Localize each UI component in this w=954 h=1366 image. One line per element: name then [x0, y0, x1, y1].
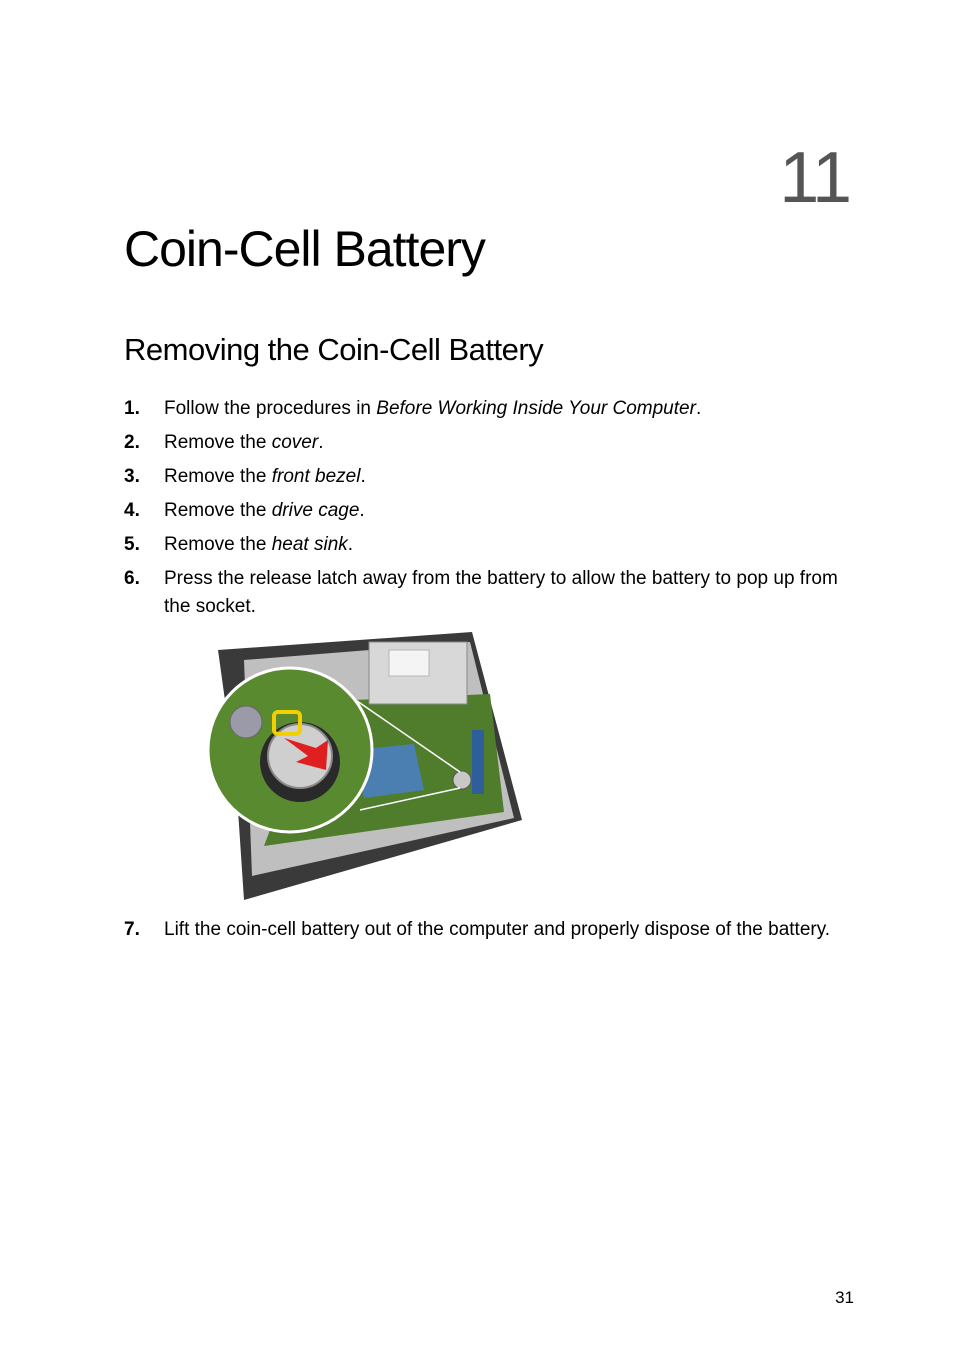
step-text-pre: Lift the coin-cell battery out of the computer and properly dispose of the battery.: [164, 919, 831, 940]
page-number: 31: [835, 1288, 854, 1307]
step-text-post: .: [695, 398, 702, 419]
step-item: [124, 429, 864, 457]
step-number: 4.: [124, 500, 140, 521]
step-text-pre: Remove the: [164, 534, 272, 555]
step-number: 7.: [124, 919, 140, 940]
step-text-post: .: [347, 534, 354, 555]
step-text-post: .: [360, 466, 366, 487]
memory-slot: [472, 730, 484, 794]
step-text: [164, 568, 838, 617]
step-item: [124, 531, 864, 559]
board-battery: [453, 771, 471, 789]
step-item: [124, 463, 864, 491]
step-text: [164, 432, 323, 453]
step-number: 2.: [124, 432, 140, 453]
step-link: cover: [271, 432, 319, 453]
step-text-pre: Follow the procedures in: [164, 398, 377, 419]
step-text: [164, 466, 366, 487]
step-link: drive cage: [271, 500, 360, 521]
step-link: front bezel: [271, 466, 361, 487]
step-item: [124, 497, 864, 525]
step-text: [164, 534, 353, 555]
step-text-post: .: [318, 432, 324, 453]
coin-cell-battery-illustration: [204, 630, 534, 902]
step-item: [124, 565, 864, 621]
step-link: Before Working Inside Your Computer: [376, 398, 696, 419]
chapter-number: 11: [779, 138, 850, 218]
step-number: 5.: [124, 534, 140, 555]
step-number: 6.: [124, 568, 140, 589]
capacitor: [230, 706, 262, 738]
step-text: [164, 398, 701, 419]
step-text-pre: Remove the: [164, 500, 272, 521]
section-title: Removing the Coin-Cell Battery: [124, 332, 544, 367]
step-text: [124, 916, 864, 944]
step-item: [124, 916, 864, 944]
step-item: [124, 395, 864, 423]
step-number: 1.: [124, 398, 140, 419]
step-number: 3.: [124, 466, 140, 487]
step-text: [164, 500, 365, 521]
chapter-title: Coin-Cell Battery: [124, 221, 485, 277]
step-link: heat sink: [271, 534, 348, 555]
psu-label: [389, 650, 429, 676]
step-text-post: .: [359, 500, 365, 521]
step-text-pre: Remove the: [164, 432, 272, 453]
step-list: [124, 395, 864, 627]
step-text-pre: Press the release latch away from the battery to allow the battery to pop up from the socket.: [164, 568, 838, 617]
step-text-pre: Remove the: [164, 466, 272, 487]
